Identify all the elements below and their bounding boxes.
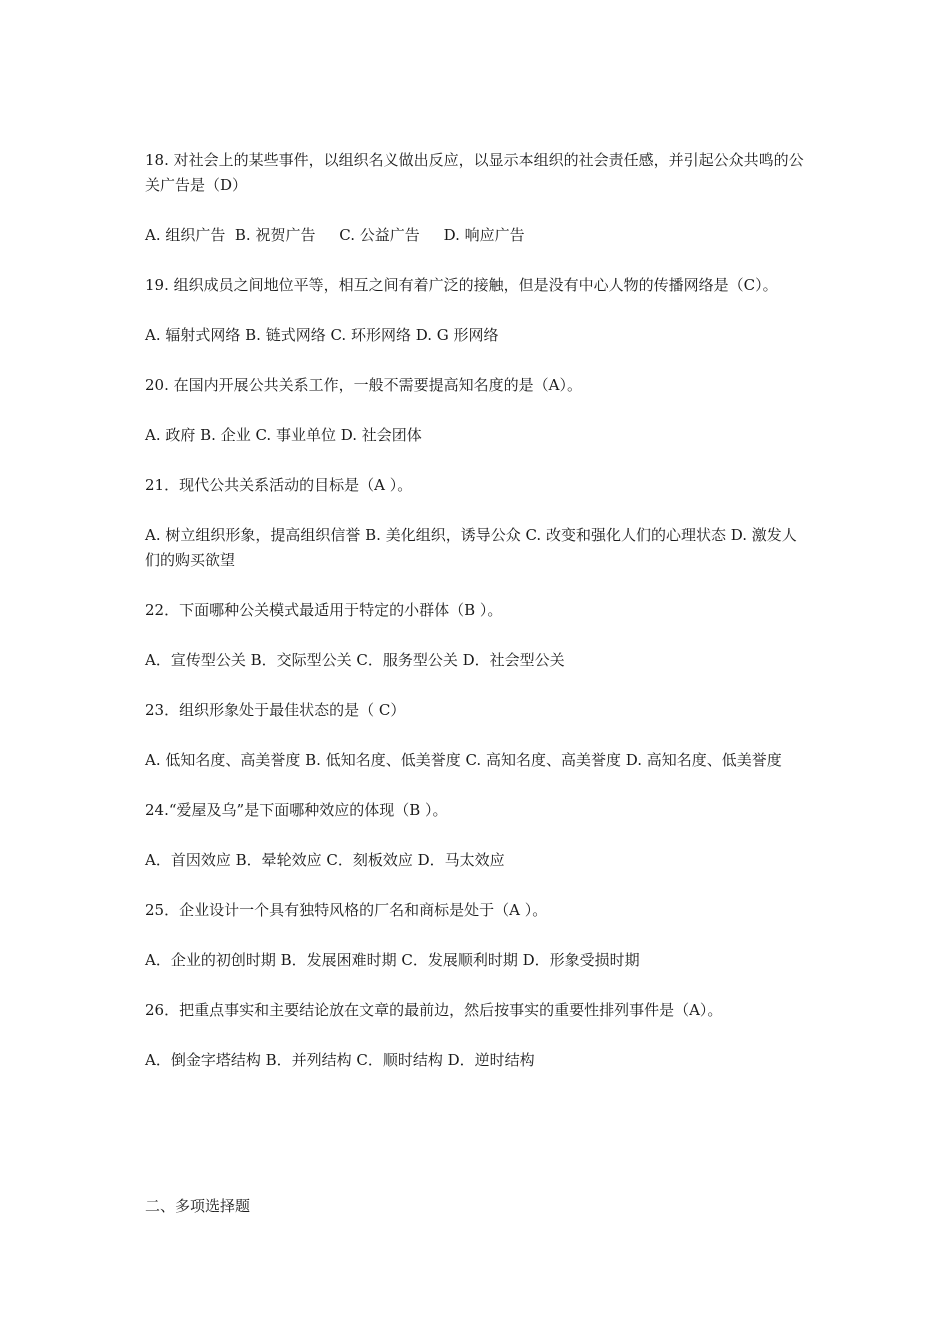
question-19: 19. 组织成员之间地位平等，相互之间有着广泛的接触，但是没有中心人物的传播网络是（C）。	[145, 276, 778, 294]
options-25: A．企业的初创时期 B．发展困难时期 C．发展顺利时期 D．形象受损时期	[145, 951, 640, 969]
question-23: 23．组织形象处于最佳状态的是（ C）	[145, 701, 406, 719]
question-26: 26．把重点事实和主要结论放在文章的最前边，然后按事实的重要性排列事件是（A）。	[145, 1001, 723, 1019]
options-19: A. 辐射式网络 B. 链式网络 C. 环形网络 D. G 形网络	[145, 326, 499, 344]
question-22: 22．下面哪种公关模式最适用于特定的小群体（B ）。	[145, 601, 503, 619]
question-24: 24.“爱屋及乌”是下面哪种效应的体现（B ）。	[145, 801, 448, 819]
options-24: A．首因效应 B．晕轮效应 C．刻板效应 D．马太效应	[145, 851, 505, 869]
options-22: A．宣传型公关 B．交际型公关 C．服务型公关 D．社会型公关	[145, 651, 565, 669]
question-20: 20. 在国内开展公共关系工作，一般不需要提高知名度的是（A）。	[145, 376, 582, 394]
options-23: A. 低知名度、高美誉度 B. 低知名度、低美誉度 C. 高知名度、高美誉度 D. 高知名度、低美誉度	[145, 751, 782, 769]
question-list	[145, 148, 810, 1098]
options-20: A. 政府 B. 企业 C. 事业单位 D. 社会团体	[145, 426, 422, 444]
options-18: A. 组织广告 B. 祝贺广告 C. 公益广告 D. 响应广告	[145, 226, 525, 244]
question-21: 21．现代公共关系活动的目标是（A ）。	[145, 476, 413, 494]
options-26: A．倒金字塔结构 B．并列结构 C．顺时结构 D．逆时结构	[145, 1051, 535, 1069]
section-heading: 二、多项选择题	[145, 1197, 251, 1215]
options-21: A. 树立组织形象，提高组织信誉 B. 美化组织，诱导公众 C. 改变和强化人们的心理状态 D. 激发人们的购买欲望	[145, 526, 797, 569]
question-18: 18. 对社会上的某些事件，以组织名义做出反应，以显示本组织的社会责任感，并引起公众共鸣的公关广告是（D）	[145, 151, 804, 194]
question-25: 25．企业设计一个具有独特风格的厂名和商标是处于（A ）。	[145, 901, 548, 919]
